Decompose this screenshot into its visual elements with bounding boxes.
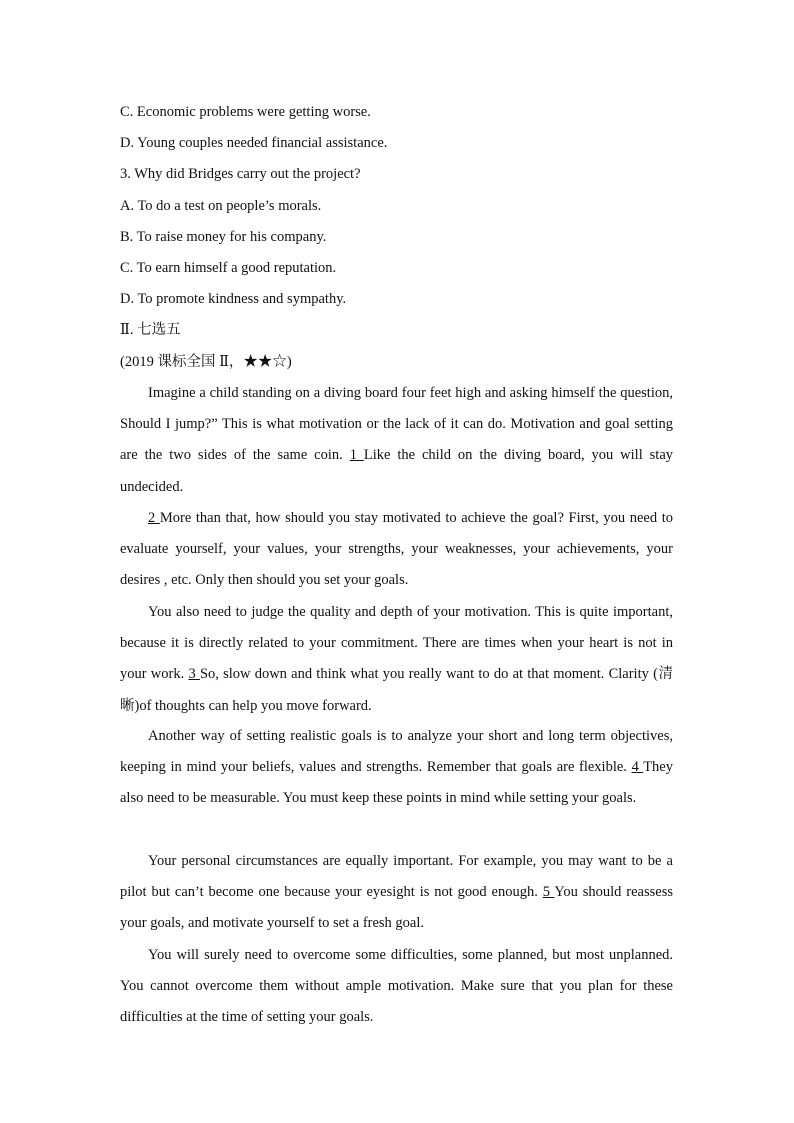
passage-paragraph-4 bbox=[120, 721, 673, 815]
question-3-option-d: D. To promote kindness and sympathy. bbox=[120, 291, 347, 307]
paragraph-text: Another way of setting realistic goals is to analyze your short and long term objectives, keeping in mind your beliefs, values and strengths. Remember that goals are flexible. bbox=[120, 728, 673, 776]
blank-3: 3 bbox=[188, 666, 200, 683]
passage-paragraph-3 bbox=[120, 597, 673, 722]
passage-paragraph-5 bbox=[120, 846, 673, 940]
blank-5: 5 bbox=[542, 884, 555, 901]
paragraph-text: They also need to be measurable. You must keep these points in mind while setting your goals. bbox=[120, 759, 673, 807]
section-title: Ⅱ. 七选五 bbox=[120, 322, 181, 338]
paragraph-text: You will surely need to overcome some difficulties, some planned, but most unplanned. You cannot overcome them without ample motivation. Make sure that you plan for these difficulties at the time of setting your goals. bbox=[120, 947, 673, 1026]
paragraph-text: You should reassess your goals, and motivate yourself to set a fresh goal. bbox=[120, 884, 673, 932]
blank-1: 1 bbox=[349, 447, 364, 464]
question-3-option-b: B. To raise money for his company. bbox=[120, 229, 327, 245]
option-c-q2: C. Economic problems were getting worse. bbox=[120, 104, 371, 120]
blank-2: 2 bbox=[148, 510, 160, 526]
passage-paragraph-6 bbox=[120, 940, 673, 1034]
paragraph-text: Imagine a child standing on a diving board four feet high and asking himself the question, Should I jump?” This is what motivation or the lack of it can do. Motivation and goal setting are the two sides of the same coin. bbox=[120, 385, 673, 464]
section-source: (2019 课标全国 Ⅱ，★★☆) bbox=[120, 354, 292, 370]
paragraph-text: Your personal circumstances are equally important. For example, you may want to be a pilot but can’t become one because your eyesight is not good enough. bbox=[120, 853, 673, 901]
passage-paragraph-2 bbox=[120, 503, 673, 597]
paragraph-text: More than that, how should you stay motivated to achieve the goal? First, you need to evaluate yourself, your values, your strengths, your weaknesses, your achievements, your desires , etc. Only then should you set your goals. bbox=[120, 510, 673, 589]
question-3-option-a: A. To do a test on people’s morals. bbox=[120, 198, 322, 214]
paragraph-text: You also need to judge the quality and depth of your motivation. This is quite important, because it is directly related to your commitment. There are times when your heart is not in your work. bbox=[120, 604, 673, 683]
option-d-q2: D. Young couples needed financial assistance. bbox=[120, 135, 388, 151]
passage-paragraph-1 bbox=[120, 378, 673, 503]
question-3-stem: 3. Why did Bridges carry out the project? bbox=[120, 166, 361, 182]
blank-4: 4 bbox=[631, 759, 644, 776]
paragraph-text: Like the child on the diving board, you will stay undecided. bbox=[120, 447, 674, 495]
paragraph-text: So, slow down and think what you really want to do at that moment. Clarity (清晰)of thoughts can help you move forward. bbox=[120, 666, 673, 714]
question-3-option-c: C. To earn himself a good reputation. bbox=[120, 260, 337, 276]
